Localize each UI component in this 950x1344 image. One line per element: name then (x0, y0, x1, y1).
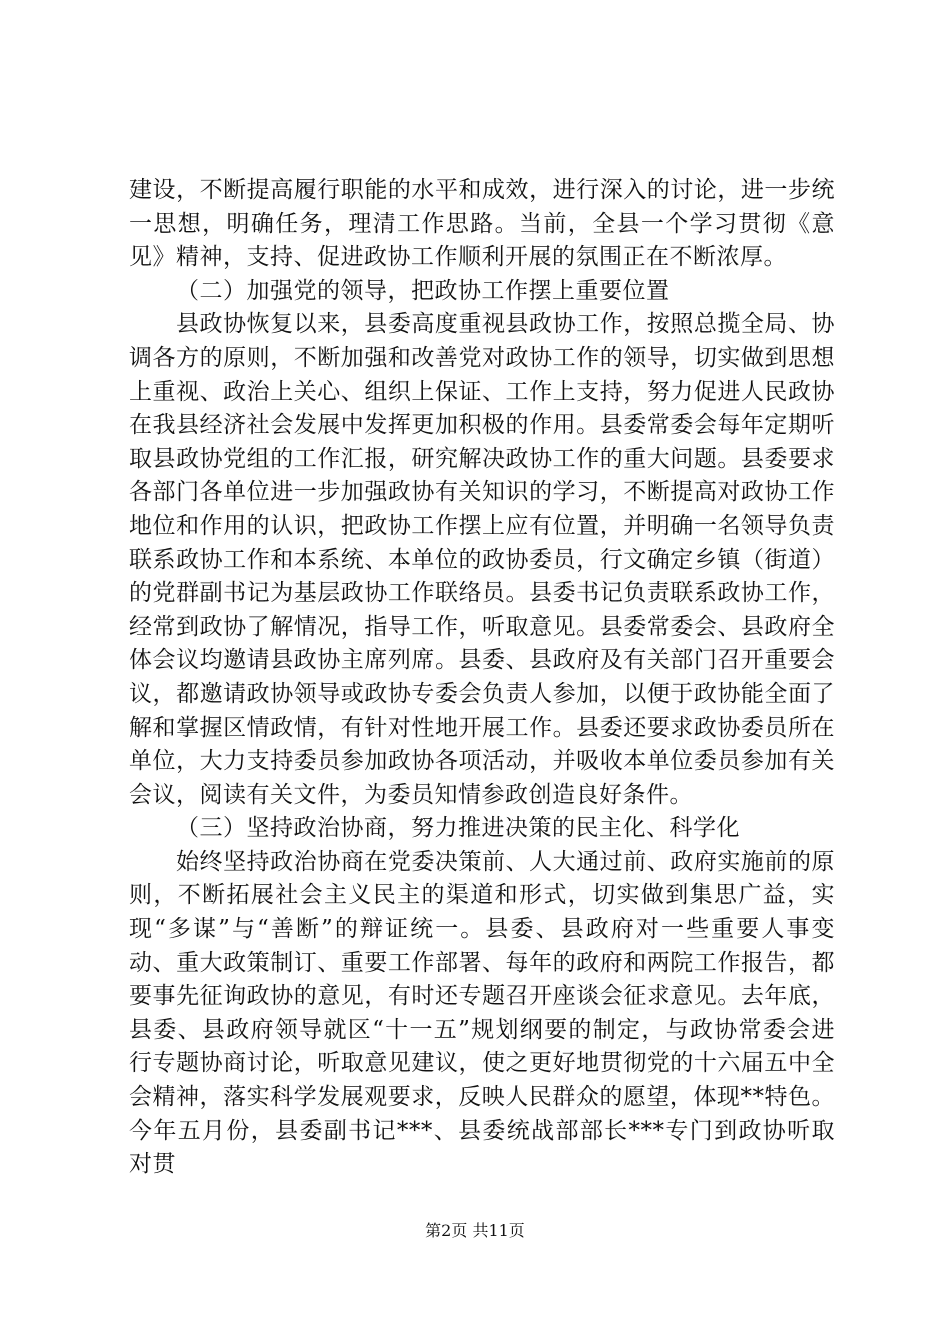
document-body (129, 174, 835, 1182)
paragraph-continuation: 建设，不断提高履行职能的水平和成效，进行深入的讨论，进一步统一思想，明确任务，理清工作思路。当前，全县一个学习贯彻《意见》精神，支持、促进政协工作顺利开展的氛围正在不断浓厚。 (129, 177, 835, 271)
paragraph-party-leadership: 县政协恢复以来，县委高度重视县政协工作，按照总揽全局、协调各方的原则，不断加强和改善党对政协工作的领导，切实做到思想上重视、政治上关心、组织上保证、工作上支持，努力促进人民政协在我县经济社会发展中发挥更加积极的作用。县委常委会每年定期听取县政协党组的工作汇报，研究解决政协工作的重大问题。县委要求各部门各单位进一步加强政协有关知识的学习，不断提高对政协工作地位和作用的认识，把政协工作摆上应有位置，并明确一名领导负责联系政协工作和本系统、本单位的政协委员，行文确定乡镇（街道）的党群副书记为基层政协工作联络员。县委书记负责联系政协工作，经常到政协了解情况，指导工作，听取意见。县委常委会、县政府全体会议均邀请县政协主席列席。县委、县政府及有关部门召开重要会议，都邀请政协领导或政协专委会负责人参加，以便于政协能全面了解和掌握区情政情，有针对性地开展工作。县委还要求政协委员所在单位，大力支持委员参加政协各项活动，并吸收本单位委员参加有关会议，阅读有关文件，为委员知情参政创造良好条件。 (129, 311, 835, 808)
paragraph-political-consultation: 始终坚持政治协商在党委决策前、人大通过前、政府实施前的原则，不断拓展社会主义民主的渠道和形式，切实做到集思广益，实现“多谋”与“善断”的辩证统一。县委、县政府对一些重要人事变动、重大政策制订、重要工作部署、每年的政府和两院工作报告，都要事先征询政协的意见，有时还专题召开座谈会征求意见。去年底，县委、县政府领导就区“十一五”规划纲要的制定，与政协常委会进行专题协商讨论，听取意见建议，使之更好地贯彻党的十六届五中全会精神，落实科学发展观要求，反映人民群众的愿望，体现**特色。今年五月份，县委副书记***、县委统战部部长***专门到政协听取对贯 (129, 848, 835, 1178)
section-heading-2: （二）加强党的领导，把政协工作摆上重要位置 (176, 277, 670, 304)
page-number-footer: 第2页 共11页 (425, 1221, 525, 1240)
section-heading-3: （三）坚持政治协商，努力推进决策的民主化、科学化 (176, 815, 740, 842)
